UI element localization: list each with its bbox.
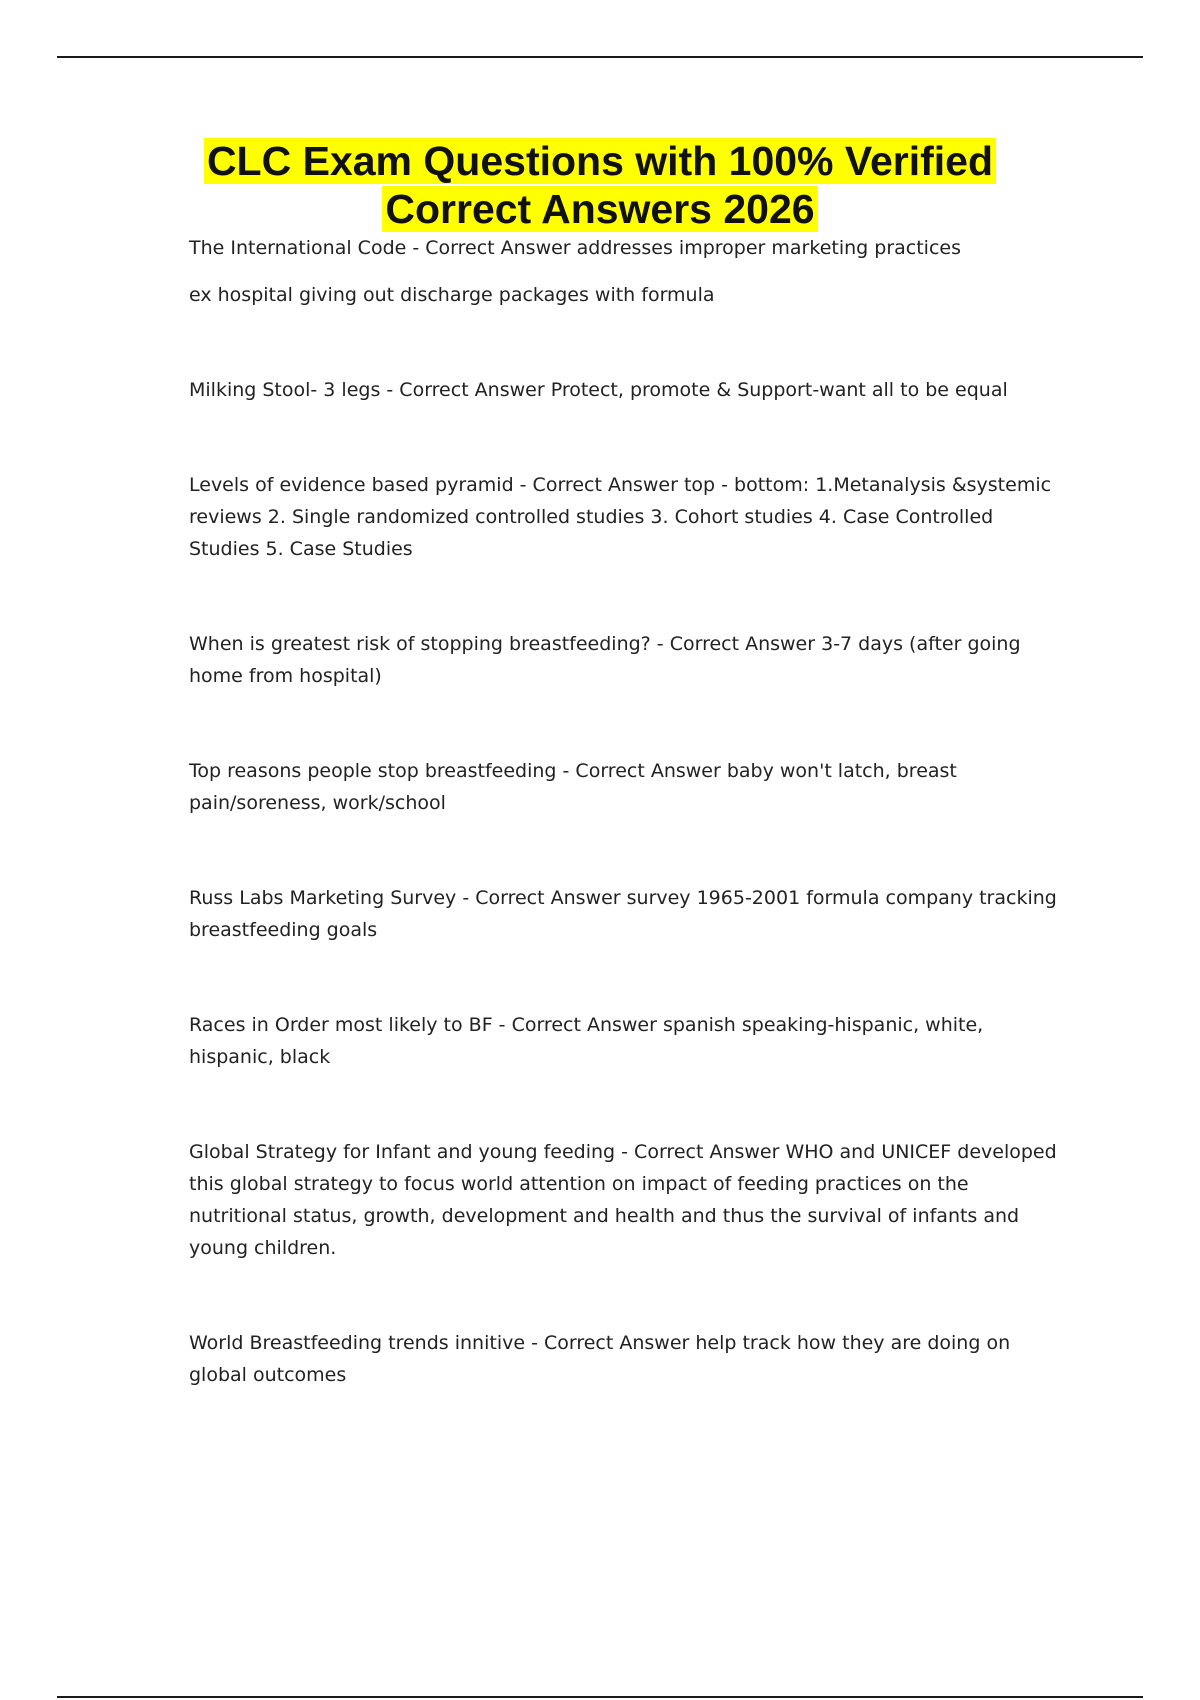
qa-entry: Levels of evidence based pyramid - Correct Answer top - bottom: 1.Metanalysis &systemic reviews 2. Single randomized controlled studies 3. Cohort studies 4. Case Controlled Studies 5. Case Studies — [189, 474, 1052, 560]
qa-entry: Races in Order most likely to BF - Correct Answer spanish speaking-hispanic, white, hispanic, black — [189, 1014, 984, 1068]
header-rule — [57, 56, 1143, 58]
qa-entry: The International Code - Correct Answer addresses improper marketing practices — [189, 237, 961, 259]
qa-entry: ex hospital giving out discharge packages with formula — [189, 284, 715, 306]
qa-entry: Russ Labs Marketing Survey - Correct Answer survey 1965-2001 formula company tracking breastfeeding goals — [189, 887, 1057, 941]
qa-list — [189, 232, 1069, 1391]
qa-entry: Global Strategy for Infant and young feeding - Correct Answer WHO and UNICEF developed this global strategy to focus world attention on impact of feeding practices on the nutritional status, growth, development and health and thus the survival of infants and young children. — [189, 1141, 1057, 1259]
qa-entry: When is greatest risk of stopping breastfeeding? - Correct Answer 3-7 days (after going home from hospital) — [189, 633, 1021, 687]
footer-rule — [57, 1696, 1143, 1698]
qa-entry: World Breastfeeding trends innitive - Correct Answer help track how they are doing on global outcomes — [189, 1332, 1011, 1386]
document-title — [100, 137, 1100, 233]
qa-entry: Milking Stool- 3 legs - Correct Answer Protect, promote & Support-want all to be equal — [189, 379, 1008, 401]
title-line-1: CLC Exam Questions with 100% Verified — [204, 138, 996, 184]
title-line-2: Correct Answers 2026 — [382, 186, 817, 232]
qa-entry: Top reasons people stop breastfeeding - Correct Answer baby won't latch, breast pain/soreness, work/school — [189, 760, 957, 814]
